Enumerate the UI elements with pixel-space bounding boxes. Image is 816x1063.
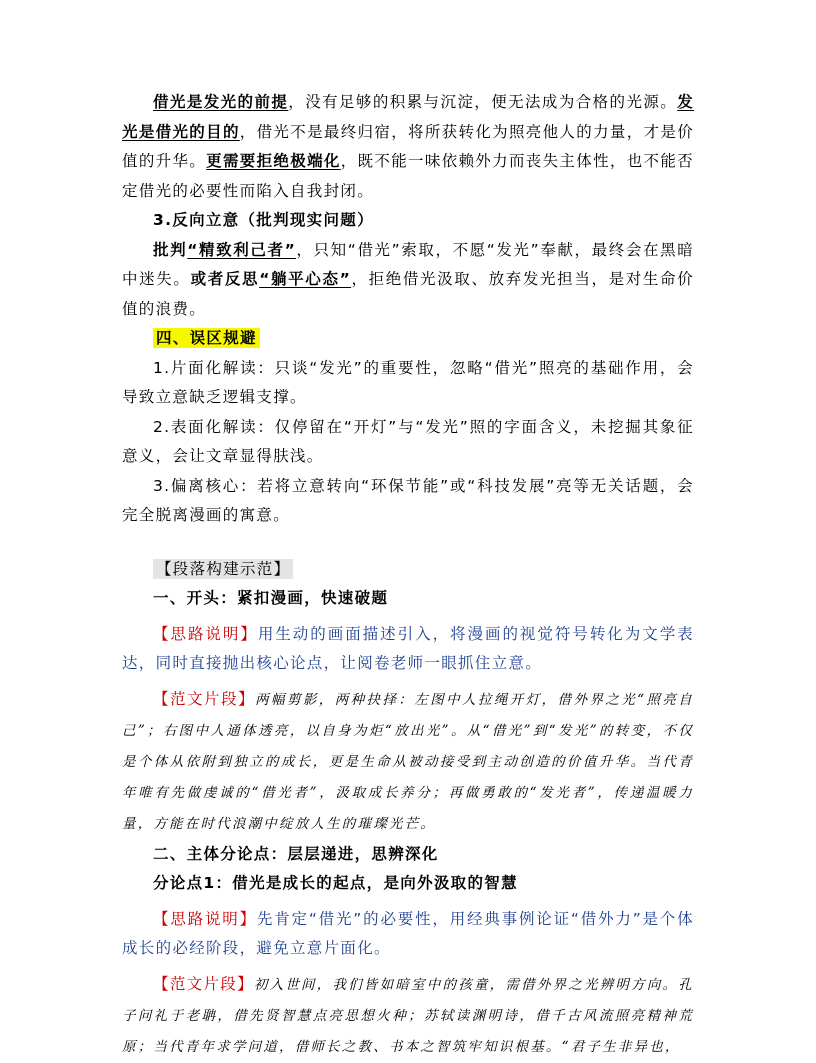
- key-phrase: 更需要拒绝极端化: [206, 152, 341, 170]
- misconception-item: 2.表面化解读：仅停留在“开灯”与“发光”照的字面含义，未挖掘其象征意义，会让文章显得肤浅。: [122, 417, 694, 465]
- sample-label: 【范文片段】: [153, 689, 256, 708]
- key-word: 或者反思: [190, 270, 260, 288]
- paragraph-reverse-intent: [122, 236, 694, 325]
- text: ，没有足够的积累与沉淀，便无法成为合格的光源。: [288, 93, 678, 111]
- document-page: [122, 88, 694, 1063]
- thinking-label: 【思路说明】: [153, 624, 258, 643]
- sub-point-1-heading: 分论点1：借光是成长的起点，是向外汲取的智慧: [153, 874, 518, 892]
- key-phrase: 发光是借光的目的: [122, 93, 694, 141]
- text: ，既不能一味依赖外力而丧失主体性，也不能否定借光的必要性而陷入自我封闭。: [122, 152, 694, 200]
- sample-text: 两幅剪影，两种抉择：左图中人拉绳开灯，借外界之光“照亮自己”；右图中人通体透亮，以自身为炬“放出光”。从“借光”到“发光”的转变，不仅是个体从依附到独立的成长，更是生命从被动接受到主动创造的价值升华。当代青年唯有先做虔诚的“借光者”，汲取成长养分；再做勇敢的“发光者”，传递温暖力量，方能在时代浪潮中绽放人生的璀璨光芒。: [122, 691, 694, 832]
- thinking-text: 先肯定“借光”的必要性，用经典事例论证“借外力”是个体成长的必经阶段，避免立意片面化。: [122, 909, 694, 957]
- key-word: 批判: [153, 240, 188, 259]
- sub-point-1-sample: [122, 970, 694, 1063]
- text: ，只知“借光”索取，不愿“发光”奉献，最终会在黑暗中迷失。: [122, 240, 694, 288]
- construction-title-row: [122, 555, 694, 585]
- misconception-item: 3.偏离核心：若将立意转向“环保节能”或“科技发展”亮等无关话题，会完全脱离漫画的寓意。: [122, 476, 694, 524]
- key-phrase: “躺平心态”: [259, 270, 352, 288]
- section-4-heading: 四、误区规避: [153, 328, 260, 348]
- text: ，借光不是最终归宿，将所获转化为照亮他人的力量，才是价值的升华。: [122, 122, 694, 170]
- construction-title: 【段落构建示范】: [153, 559, 293, 579]
- body-heading: 二、主体分论点：层层递进，思辨深化: [153, 844, 439, 863]
- sample-text: 初入世间，我们皆如暗室中的孩童，需借外界之光辨明方向。孔子问礼于老聃，借先贤智慧点亮思想火种；苏轼读渊明诗，借千古风流照亮精神荒原；当代青年求学问道，借师长之教、书本之智筑牢知识根基。“君子生非异也，: [122, 976, 694, 1055]
- opening-thinking: [122, 620, 694, 679]
- sub-point-1-thinking: [122, 905, 694, 964]
- text: ，拒绝借光汲取、放弃发光担当，是对生命价值的浪费。: [122, 270, 694, 318]
- section-3-heading: 3.反向立意（批判现实问题）: [153, 211, 374, 229]
- paragraph-borrow-light-relation: [122, 88, 694, 206]
- spacer: [122, 531, 694, 555]
- thinking-text: 用生动的画面描述引入，将漫画的视觉符号转化为文学表达，同时直接抛出核心论点，让阅卷老师一眼抓住立意。: [122, 624, 694, 672]
- section-4-heading-row: [122, 324, 694, 354]
- key-phrase: “精致利己者”: [187, 240, 297, 259]
- sample-label: 【范文片段】: [153, 974, 254, 993]
- key-phrase: 借光是发光的前提: [153, 93, 289, 111]
- opening-sample: [122, 685, 694, 840]
- misconception-item: 1.片面化解读：只谈“发光”的重要性，忽略“借光”照亮的基础作用，会导致立意缺乏逻辑支撑。: [122, 358, 694, 406]
- opening-heading: 一、开头：紧扣漫画，快速破题: [153, 589, 389, 607]
- thinking-label: 【思路说明】: [153, 909, 257, 928]
